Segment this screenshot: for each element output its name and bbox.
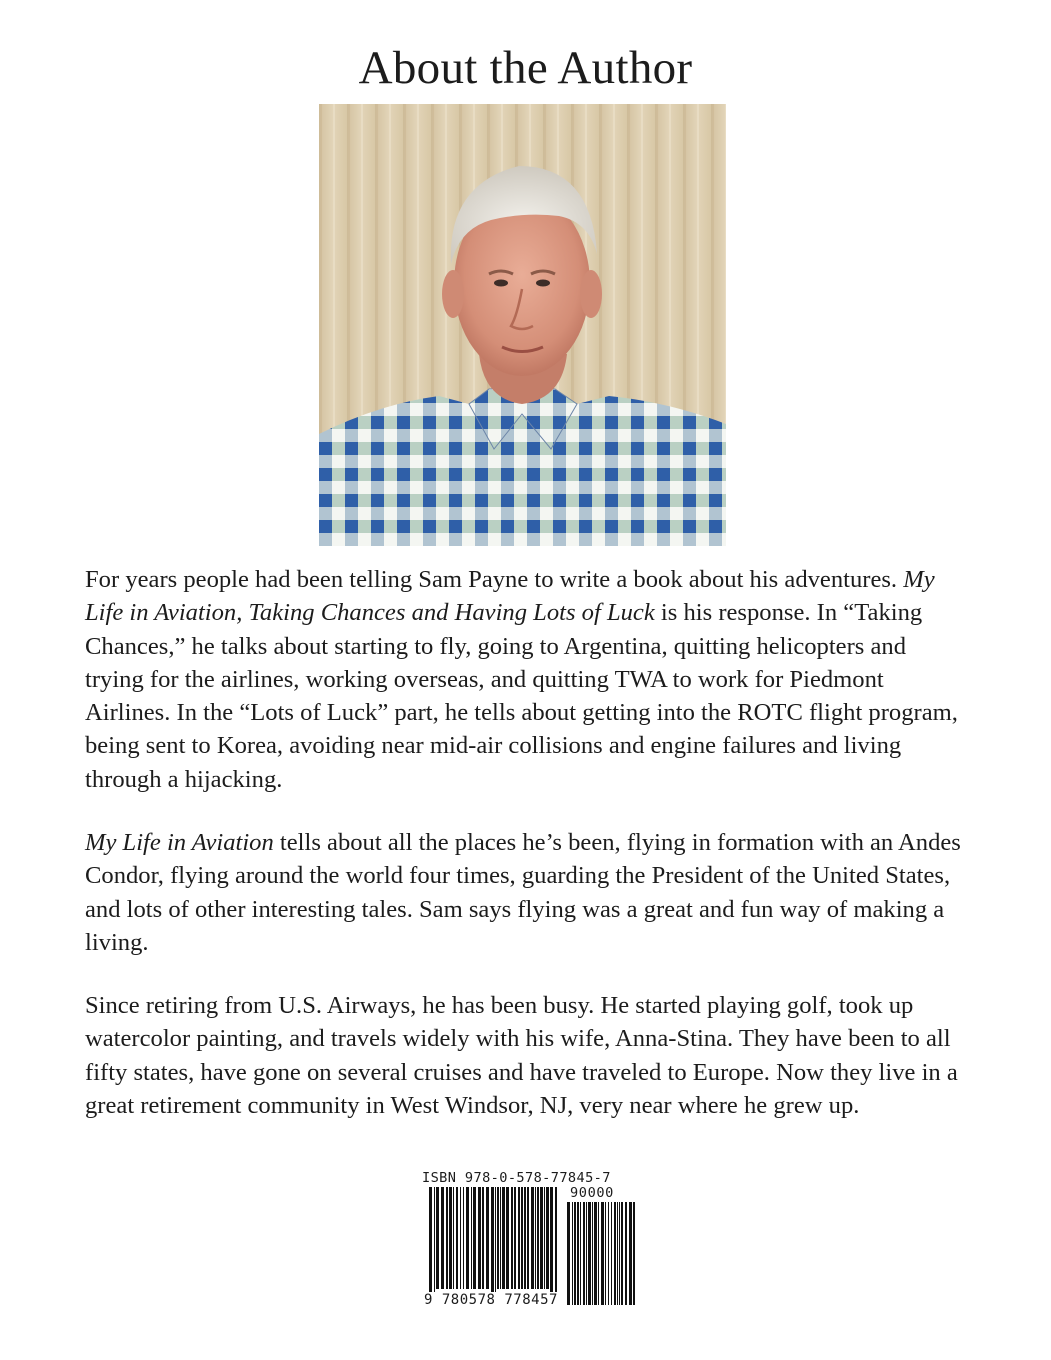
- barcode-bar: [619, 1202, 620, 1305]
- barcode-bar: [598, 1202, 599, 1305]
- barcode-bar: [463, 1187, 464, 1289]
- barcode-bar: [567, 1202, 570, 1305]
- barcode-bar: [555, 1187, 557, 1297]
- barcode-bar: [601, 1202, 604, 1305]
- barcode-bar: [577, 1202, 579, 1305]
- barcode-bar: [524, 1187, 526, 1289]
- barcode-bar: [482, 1187, 484, 1289]
- barcode-bar: [605, 1202, 606, 1305]
- barcode-bar: [456, 1187, 458, 1289]
- barcode-bar: [466, 1187, 469, 1289]
- barcode-bar: [588, 1202, 591, 1305]
- barcode-bar: [521, 1187, 523, 1289]
- barcode-bar: [617, 1202, 618, 1305]
- barcode-addon-digits: 90000: [570, 1185, 614, 1201]
- barcode-bar: [540, 1187, 543, 1289]
- barcode-bar: [495, 1187, 496, 1297]
- barcode-bar: [572, 1202, 573, 1305]
- barcode-bar: [449, 1187, 452, 1289]
- barcode-bar: [527, 1187, 529, 1289]
- barcode-bar: [531, 1187, 534, 1289]
- barcode-bar: [511, 1187, 513, 1289]
- bio-paragraph-3: [85, 989, 970, 1122]
- barcode-bar: [574, 1202, 576, 1305]
- barcode-bar: [434, 1187, 435, 1297]
- barcode-bar: [580, 1202, 581, 1305]
- barcode-bar: [583, 1202, 585, 1305]
- author-photo: [319, 104, 726, 546]
- barcode-bar: [429, 1187, 432, 1297]
- barcode-bar: [621, 1202, 623, 1305]
- barcode-bar: [518, 1187, 520, 1289]
- bio-p3-text: Since retiring from U.S. Airways, he has been busy. He started playing golf, took up watercolor painting, and travels widely with his wife, Anna-Stina. They have been to all fifty states, have gone on several cruises and have traveled to Europe. Now they live in a great retirement community in West Windsor, NJ, very near where he grew up.: [85, 992, 958, 1119]
- barcode-ean-digits: 9 780578 778457: [424, 1292, 558, 1308]
- barcode-bar: [544, 1187, 545, 1289]
- barcode-bar: [497, 1187, 499, 1289]
- barcode-bar: [491, 1187, 494, 1297]
- barcode-bar: [453, 1187, 454, 1289]
- barcode-bar: [629, 1202, 632, 1305]
- barcode-bar: [550, 1187, 553, 1297]
- barcode-bar: [546, 1187, 549, 1289]
- barcode-bar: [614, 1202, 616, 1305]
- barcode-bar: [611, 1202, 612, 1305]
- barcode-bar: [471, 1187, 472, 1289]
- barcode-bar: [446, 1187, 448, 1289]
- barcode-bar: [506, 1187, 509, 1289]
- page-title: About the Author: [358, 42, 693, 94]
- barcode-bar: [478, 1187, 481, 1289]
- barcode-bar: [486, 1187, 489, 1289]
- barcode-bar: [586, 1202, 587, 1305]
- book-title-full: My Life in Aviation, Taking Chances and Having Lots of Luck: [85, 566, 935, 627]
- bio-paragraph-1: [85, 563, 970, 796]
- barcode-bar: [500, 1187, 501, 1289]
- barcode-bar: [592, 1202, 593, 1305]
- barcode-bar: [633, 1202, 635, 1305]
- bio-p2-rest: tells about all the places he’s been, flying in formation with an Andes Condor, flying around the world four times, guarding the President of the United States, and lots of other interesting tales. Sam says flying was a great and fun way of making a living.: [85, 829, 961, 956]
- barcode-bar: [535, 1187, 536, 1289]
- barcode-bar: [441, 1187, 444, 1289]
- book-title-short: My Life in Aviation: [85, 829, 274, 856]
- barcode-bar: [625, 1202, 627, 1305]
- isbn-label: ISBN 978-0-578-77845-7: [422, 1170, 611, 1186]
- barcode-bar: [436, 1187, 439, 1289]
- bio-p1-lead: For years people had been telling Sam Payne to write a book about his adventures.: [85, 566, 904, 593]
- barcode-bar: [473, 1187, 476, 1289]
- barcode-bar: [502, 1187, 505, 1289]
- barcode-bar: [460, 1187, 461, 1289]
- bio-paragraph-2: [85, 826, 970, 959]
- barcode-bar: [594, 1202, 597, 1305]
- bio-p1-rest: is his response. In “Taking Chances,” he talks about starting to fly, going to Argentina, quitting helicopters and trying for the airlines, working overseas, and quitting TWA to work for Piedmont Airlines. In the “Lots of Luck” part, he tells about getting into the ROTC flight program, being sent to Korea, avoiding near mid-air collisions and engine failures and living through a hijacking.: [85, 599, 958, 793]
- barcode-bar: [608, 1202, 609, 1305]
- barcode-bar: [537, 1187, 539, 1289]
- barcode-bar: [514, 1187, 516, 1289]
